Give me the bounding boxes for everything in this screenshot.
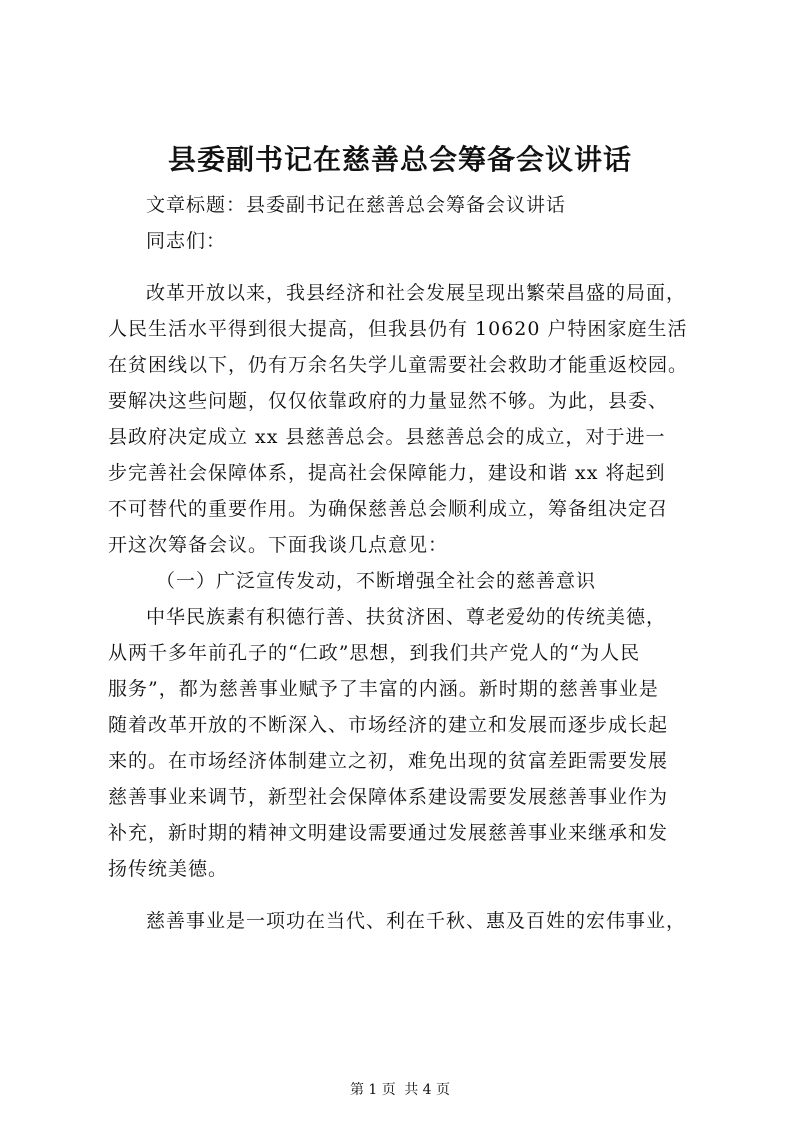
- paragraph-line: 来的。在市场经济体制建立之初，难免出现的贫富差距需要发展: [108, 750, 669, 772]
- page-number: 第 1 页: [349, 1082, 396, 1098]
- paragraph-line: 人民生活水平得到很大提高，但我县仍有 10620 户特困家庭生活: [108, 318, 688, 340]
- paragraph-2: [108, 599, 708, 887]
- paragraph-line: 不可替代的重要作用。为确保慈善总会顺利成立，筹备组决定召: [108, 498, 669, 520]
- section-heading-1: [108, 563, 708, 599]
- document-body: [108, 187, 708, 939]
- paragraph-line: 慈善事业来调节，新型社会保障体系建设需要发展慈善事业作为: [108, 786, 669, 808]
- paragraph-line: 中华民族素有积德行善、扶贫济困、尊老爱幼的传统美德，: [146, 606, 667, 628]
- paragraph-line: 县政府决定成立 xx 县慈善总会。县慈善总会的成立，对于进一: [108, 426, 666, 448]
- article-title-line: 文章标题：县委副书记在慈善总会筹备会议讲话: [146, 194, 567, 216]
- paragraph-line: 补充，新时期的精神文明建设需要通过发展慈善事业来继承和发: [108, 822, 669, 844]
- paragraph-line: 服务”，都为慈善事业赋予了丰富的内涵。新时期的慈善事业是: [108, 678, 659, 700]
- paragraph-1: [108, 275, 708, 563]
- paragraph-line: 在贫困线以下，仍有万余名失学儿童需要社会救助才能重返校园。: [108, 354, 689, 376]
- paragraph-3: [108, 903, 708, 939]
- paragraph-line: 随着改革开放的不断深入、市场经济的建立和发展而逐步成长起: [108, 714, 669, 736]
- paragraph-line: 步完善社会保障体系，提高社会保障能力，建设和谐 xx 将起到: [108, 462, 666, 484]
- salutation: 同志们：: [146, 230, 227, 252]
- paragraph-line: 开这次筹备会议。下面我谈几点意见：: [108, 534, 449, 556]
- paragraph-line: 慈善事业是一项功在当代、利在千秋、惠及百姓的宏伟事业，: [146, 910, 687, 932]
- paragraph-line: 要解决这些问题，仅仅依靠政府的力量显然不够。为此，县委、: [108, 390, 669, 412]
- paragraph-line: 从两千多年前孔子的“仁政”思想，到我们共产党人的“为人民: [108, 642, 641, 664]
- page-footer: [0, 1080, 800, 1100]
- section-heading: （一）广泛宣传发动，不断增强全社会的慈善意识: [156, 570, 597, 592]
- page-total: 共 4 页: [404, 1082, 451, 1098]
- paragraph-line: 扬传统美德。: [108, 858, 229, 880]
- paragraph-line: 改革开放以来，我县经济和社会发展呈现出繁荣昌盛的局面，: [146, 282, 687, 304]
- page-title: 县委副书记在慈善总会筹备会议讲话: [167, 143, 632, 176]
